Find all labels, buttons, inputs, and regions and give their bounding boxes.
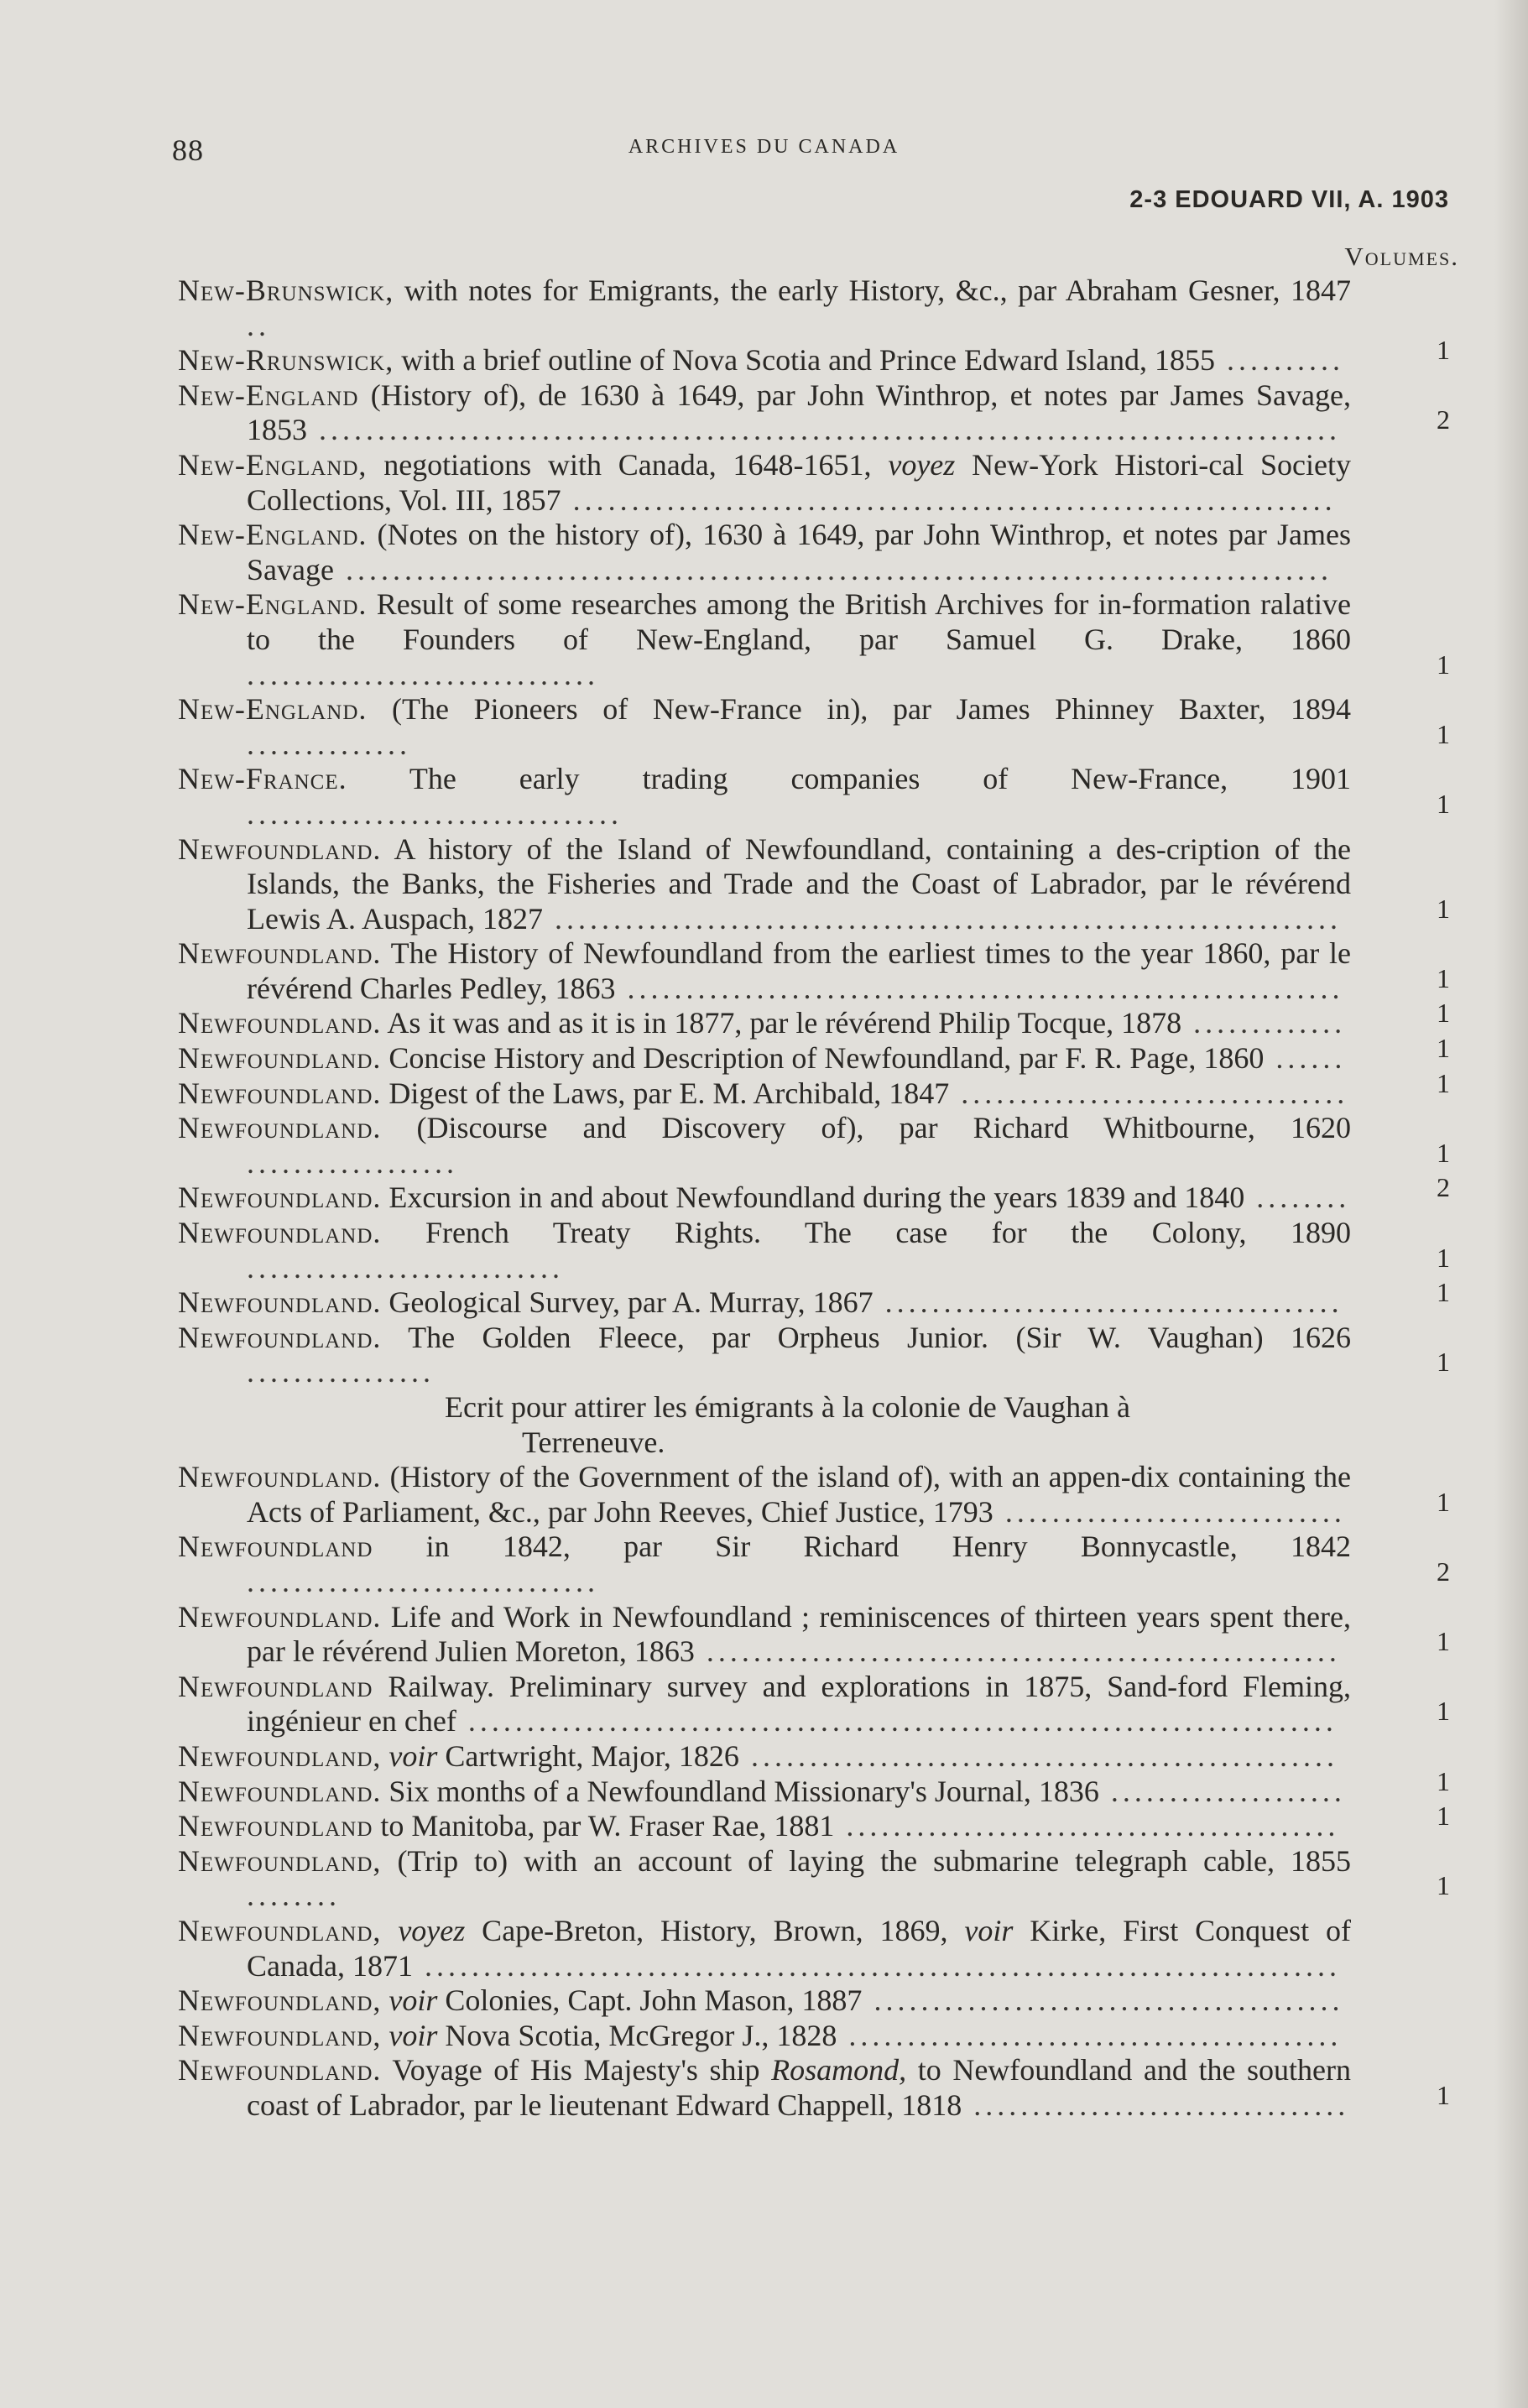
catalogue-entry	[178, 762, 1450, 831]
entry-body: Railway. Preliminary survey and explorations in 1875, Sand-ford Fleming, ingénieur en chef	[247, 1669, 1351, 1738]
entry-text	[178, 1006, 1346, 1040]
catalogue-entry	[178, 936, 1450, 1006]
entry-note: Ecrit pour attirer les émigrants à la colonie de Vaughan à	[445, 1390, 1131, 1424]
dot-leader: ..	[247, 308, 270, 342]
dot-leader: ........	[1244, 1181, 1351, 1215]
dot-leader: ....................................................................................	[333, 552, 1332, 586]
dot-leader: ..........................................	[837, 2018, 1343, 2052]
volume-count: 1	[1437, 1137, 1450, 1168]
entry-text	[178, 936, 1351, 1005]
entry-body: (Notes on the history of), 1630 à 1649, par John Winthrop, et notes par James Savage	[247, 518, 1351, 586]
entry-heading: Newfoundland.	[178, 831, 382, 866]
entry-heading: Newfoundland,	[178, 2018, 382, 2052]
volume-count: 1	[1437, 1626, 1450, 1657]
catalogue-entries	[178, 274, 1450, 2123]
entry-body: Cape-Breton, History, Brown, 1869,	[465, 1913, 965, 1947]
dot-leader: ..............	[247, 727, 411, 761]
entry-body: Cartwright, Major, 1826	[437, 1738, 739, 1773]
entry-heading: Newfoundland.	[178, 1774, 382, 1808]
entry-heading: New-England.	[178, 692, 368, 727]
catalogue-entry	[178, 518, 1351, 587]
entry-heading: Newfoundland.	[178, 936, 382, 971]
volume-count: 1	[1437, 1277, 1450, 1308]
entry-heading: Newfoundland.	[178, 1111, 382, 1145]
entry-italic: voyez	[888, 447, 956, 482]
entry-body: Life and Work in Newfoundland ; reminiscences of thirteen years spent there, par le révérend Julien Moreton, 1863	[247, 1599, 1351, 1669]
catalogue-entry	[178, 1739, 1351, 1775]
entry-heading: New-England,	[178, 447, 368, 482]
entry-text	[178, 1600, 1351, 1669]
dot-leader: ..................................................	[738, 1738, 1338, 1773]
catalogue-entry	[178, 335, 1450, 378]
volume-count: 1	[1437, 1765, 1450, 1796]
entry-body: in 1842, par Sir Richard Henry Bonnycastle, 1842	[373, 1530, 1351, 1564]
entry-heading: Newfoundland.	[178, 1216, 382, 1250]
entry-body: New-York Histori-cal Society Collections, Vol. III, 1857	[247, 447, 1351, 517]
dot-leader: ...................................................................	[542, 901, 1342, 936]
volume-count: 1	[1437, 1067, 1450, 1098]
entry-text	[178, 1530, 1351, 1598]
dot-leader: ...........................	[247, 1250, 564, 1285]
volume-count: 1	[1437, 788, 1450, 819]
catalogue-entry	[178, 1765, 1450, 1810]
dot-leader: ..............................	[247, 657, 599, 691]
entry-heading: Newfoundland,	[178, 1983, 382, 2018]
running-head: ARCHIVES DU CANADA	[628, 136, 900, 158]
dot-leader: ......	[1264, 1041, 1347, 1076]
entry-body: The Golden Fleece, par Orpheus Junior. (Sir W. Vaughan) 1626	[381, 1320, 1351, 1354]
dot-leader: ..............................................................................	[412, 1948, 1341, 1983]
entry-heading: Newfoundland,	[178, 1738, 382, 1773]
entry-text	[178, 1181, 1350, 1214]
entry-text	[178, 448, 1351, 517]
entry-body: to Manitoba, par W. Fraser Rae, 1881	[373, 1809, 835, 1843]
entry-heading: Newfoundland.	[178, 1320, 382, 1354]
dot-leader: ........	[247, 1879, 341, 1913]
catalogue-entry	[178, 1843, 1450, 1914]
dot-leader: ..............................	[247, 1564, 599, 1598]
catalogue-entry	[178, 1983, 1351, 2019]
volume-count: 1	[1437, 1033, 1450, 1064]
entry-note-continuation: Terreneuve.	[522, 1425, 665, 1459]
entry-text	[178, 1809, 1339, 1842]
catalogue-entry	[178, 587, 1450, 692]
catalogue-entry	[178, 1172, 1450, 1216]
catalogue-entry	[178, 1277, 1450, 1321]
entry-body: (Trip to) with an account of laying the submarine telegraph cable, 1855	[381, 1843, 1351, 1878]
volume-count: 1	[1437, 1870, 1450, 1901]
entry-heading: New-England.	[178, 587, 368, 622]
entry-italic: voir	[389, 1983, 438, 2018]
volume-count: 1	[1437, 335, 1450, 366]
entry-body	[381, 1914, 398, 1947]
entry-text	[178, 1285, 1343, 1319]
entry-text	[178, 518, 1351, 586]
catalogue-entry	[178, 1530, 1450, 1599]
entry-body: with a brief outline of Nova Scotia and Prince Edward Island, 1855	[394, 343, 1215, 378]
entry-body: (History of), de 1630 à 1649, par John Winthrop, et notes par James Savage, 1853	[247, 378, 1351, 447]
dot-leader: .......................................................................................	[307, 413, 1341, 447]
catalogue-entry	[178, 1033, 1450, 1076]
volume-count: 1	[1437, 2079, 1450, 2110]
entry-body: Concise History and Description of Newfoundland, par F. R. Page, 1860	[381, 1041, 1265, 1076]
dot-leader: .......................................	[873, 1285, 1343, 1320]
volume-count: 1	[1437, 893, 1450, 924]
entry-text	[178, 832, 1351, 936]
catalogue-entry	[178, 2053, 1450, 2123]
entry-body: Kirke, First Conquest of Canada, 1871	[247, 1913, 1351, 1983]
entry-text	[178, 762, 1351, 831]
entry-text	[178, 378, 1351, 447]
catalogue-entry	[178, 378, 1450, 448]
volume-count: 2	[1437, 1556, 1450, 1587]
catalogue-entry	[178, 1599, 1450, 1670]
volume-count: 1	[1437, 718, 1450, 749]
entry-text	[178, 1844, 1351, 1913]
catalogue-entry	[178, 448, 1351, 518]
entry-body: Excursion in and about Newfoundland during the years 1839 and 1840	[381, 1181, 1245, 1215]
volume-count: 1	[1437, 1242, 1450, 1273]
entry-text	[178, 1460, 1351, 1529]
volume-count: 1	[1437, 962, 1450, 993]
entry-italic: voir	[389, 1738, 438, 1773]
catalogue-entry	[178, 274, 1351, 343]
entry-text	[178, 1321, 1351, 1389]
entry-text	[178, 343, 1344, 377]
volume-count: 1	[1437, 649, 1450, 680]
entry-text	[178, 1041, 1346, 1075]
entry-heading: New-England	[178, 378, 359, 412]
volumes-column-header: Volumes.	[1344, 242, 1459, 271]
dot-leader: .............................................................	[615, 971, 1344, 1005]
entry-text	[178, 692, 1351, 761]
entry-heading: New-Brunswick,	[178, 274, 394, 307]
entry-text	[178, 1111, 1351, 1180]
entry-body: Result of some researches among the British Archives for in-formation ralative to the Founders of New-England, par Samuel G. Drake, 1860	[247, 587, 1351, 656]
catalogue-entry	[178, 1320, 1450, 1390]
entry-heading: Newfoundland.	[178, 1460, 382, 1494]
volume-count: 2	[1437, 404, 1450, 435]
dot-leader: .................................................................	[561, 482, 1337, 517]
dot-leader: ..........................................................................	[456, 1704, 1338, 1738]
volume-count: 1	[1437, 1347, 1450, 1378]
entry-text	[178, 1914, 1351, 1983]
entry-body: The History of Newfoundland from the earliest times to the year 1860, par le révérend Charles Pedley, 1863	[247, 936, 1351, 1005]
entry-body: The early trading companies of New-France, 1901	[347, 762, 1351, 796]
entry-text	[178, 2053, 1351, 2122]
entry-heading: Newfoundland.	[178, 1006, 382, 1040]
dot-leader: ................................	[247, 796, 623, 831]
page-edge-shadow	[1494, 0, 1528, 2408]
dot-leader: ........................................	[862, 1983, 1344, 2018]
catalogue-entry	[178, 998, 1450, 1041]
entry-text	[178, 1775, 1346, 1808]
entry-text	[178, 1216, 1351, 1285]
entry-heading: Newfoundland.	[178, 1076, 382, 1110]
entry-heading: Newfoundland.	[178, 1285, 382, 1320]
entry-heading: Newfoundland.	[178, 2053, 382, 2087]
catalogue-entry	[178, 1801, 1450, 1844]
entry-text	[178, 1983, 1343, 2017]
entry-text	[178, 587, 1351, 691]
catalogue-entry	[178, 1111, 1450, 1181]
dot-leader: ..........................................	[834, 1809, 1340, 1843]
entry-italic: Rosamond,	[771, 2053, 907, 2087]
entry-heading: Newfoundland,	[178, 1843, 382, 1878]
entry-italic: voir	[964, 1913, 1014, 1947]
entry-body: Digest of the Laws, par E. M. Archibald, 1847	[381, 1076, 950, 1110]
entry-body: Six months of a Newfoundland Missionary's Journal, 1836	[381, 1774, 1099, 1808]
volume-count: 1	[1437, 998, 1450, 1029]
entry-italic: voir	[389, 2018, 438, 2052]
entry-heading: Newfoundland	[178, 1809, 373, 1843]
entry-body: (History of the Government of the island of), with an appen-dix containing the Acts of Parliament, &c., par John Reeves, Chief Justice, 1793	[247, 1460, 1351, 1529]
entry-text	[178, 2019, 1342, 2052]
session-heading: 2-3 EDOUARD VII, A. 1903	[1129, 186, 1449, 213]
entry-heading: New-England.	[178, 518, 368, 552]
volume-count: 1	[1437, 1696, 1450, 1727]
catalogue-entry	[178, 1216, 1450, 1285]
catalogue-entry	[178, 1067, 1450, 1112]
entry-text	[178, 274, 1351, 342]
dot-leader: .............	[1181, 1006, 1347, 1040]
entry-text	[178, 1670, 1351, 1738]
dot-leader: ................................	[962, 2087, 1350, 2122]
dot-leader: .............................	[993, 1494, 1346, 1529]
dot-leader: .................................	[949, 1076, 1349, 1110]
dot-leader: ..........	[1214, 343, 1344, 378]
dot-leader: ....................	[1098, 1774, 1346, 1808]
catalogue-entry	[178, 2019, 1351, 2054]
entry-body: As it was and as it is in 1877, par le révérend Philip Tocque, 1878	[381, 1006, 1182, 1040]
volume-count: 1	[1437, 1801, 1450, 1832]
entry-body: French Treaty Rights. The case for the Colony, 1890	[381, 1216, 1351, 1250]
entry-body: to Newfoundland and the southern coast of Labrador, par le lieutenant Edward Chappell, 1818	[247, 2053, 1351, 2122]
entry-heading: Newfoundland.	[178, 1041, 382, 1076]
entry-body: negotiations with Canada, 1648-1651,	[367, 447, 889, 482]
entry-body: Geological Survey, par A. Murray, 1867	[381, 1285, 874, 1320]
entry-heading: New-Rrunswick,	[178, 343, 394, 378]
catalogue-entry	[178, 692, 1450, 762]
entry-body: (Discourse and Discovery of), par Richard Whitbourne, 1620	[381, 1111, 1351, 1145]
entry-heading: New-France.	[178, 762, 347, 796]
entry-body: Voyage of His Majesty's ship	[381, 2053, 772, 2087]
entry-text	[178, 1076, 1348, 1110]
entry-heading: Newfoundland.	[178, 1599, 382, 1634]
dot-leader: ......................................................	[694, 1634, 1341, 1669]
entry-body: Nova Scotia, McGregor J., 1828	[437, 2018, 837, 2052]
entry-heading: Newfoundland	[178, 1669, 373, 1703]
catalogue-entry	[178, 1460, 1450, 1530]
page-number: 88	[172, 133, 204, 167]
entry-body: A history of the Island of Newfoundland, containing a des-cription of the Islands, the Banks, the Fisheries and Trade and the Coast of Labrador, par le révérend Lewis A. Auspach, 1827	[247, 831, 1351, 936]
entry-heading: Newfoundland	[178, 1530, 373, 1564]
volume-count: 1	[1437, 1486, 1450, 1517]
entry-body: (The Pioneers of New-France in), par James Phinney Baxter, 1894	[367, 692, 1351, 727]
entry-heading: Newfoundland,	[178, 1913, 382, 1947]
entry-text	[178, 1739, 1338, 1773]
dot-leader: ..................	[247, 1145, 458, 1180]
entry-heading: Newfoundland.	[178, 1181, 382, 1215]
entry-body: Colonies, Capt. John Mason, 1887	[437, 1983, 863, 2018]
catalogue-entry	[178, 1914, 1351, 1983]
catalogue-entry	[178, 1669, 1450, 1739]
catalogue-entry	[178, 831, 1450, 937]
volume-count: 2	[1437, 1172, 1450, 1203]
entry-italic: voyez	[398, 1913, 466, 1947]
dot-leader: ................	[247, 1355, 435, 1389]
entry-body: with notes for Emigrants, the early History, &c., par Abraham Gesner, 1847	[394, 274, 1351, 307]
